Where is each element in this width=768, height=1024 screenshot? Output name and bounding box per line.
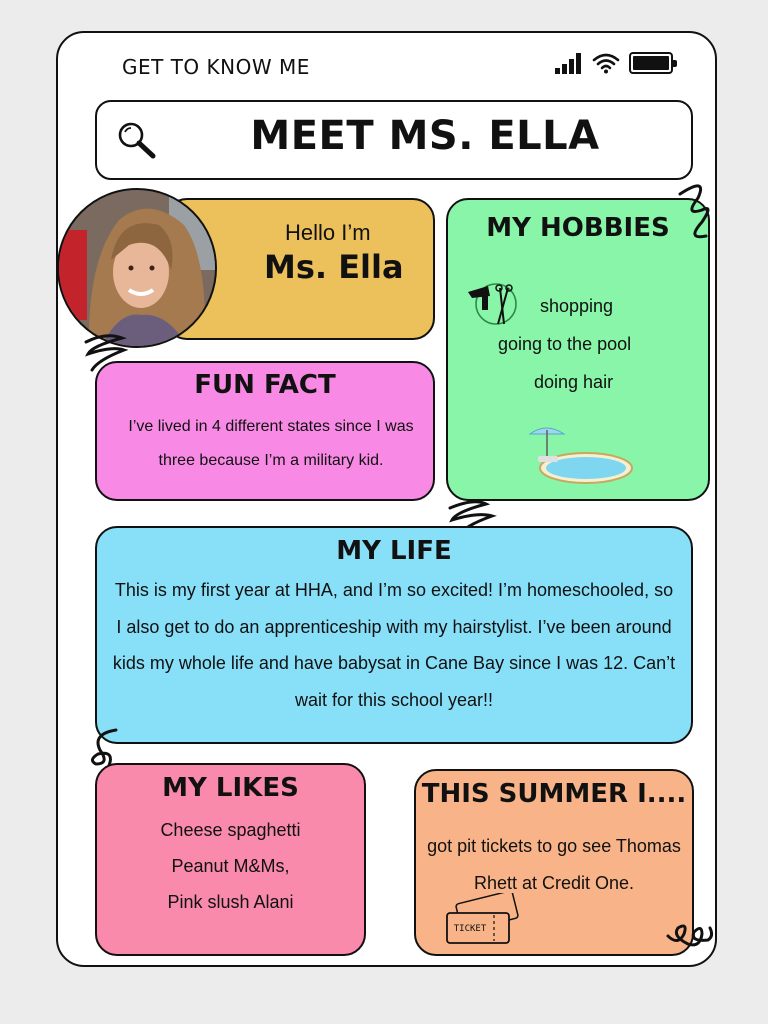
portrait-illustration: [59, 190, 217, 348]
hobby-item: doing hair: [534, 372, 614, 392]
fun-fact-title: FUN FACT: [194, 370, 336, 400]
my-life-text: This is my first year at HHA, and I’m so excited! I’m homeschooled, so I also get to do an apprenticeship with my hairstylist. I’ve been around kids my whole life and have babysat in Cane Bay since I was 12. Can’t wait for this school year!!: [112, 580, 676, 710]
teacher-name: Ms. Ella: [264, 248, 404, 286]
battery-icon: [629, 52, 673, 74]
likes-title: MY LIKES: [162, 773, 299, 803]
ticket-label: TICKET: [453, 924, 487, 934]
hobbies-title: MY HOBBIES: [486, 213, 670, 243]
likes-list: [95, 812, 366, 920]
status-bar-title: GET TO KNOW ME: [122, 55, 310, 79]
my-life-title: MY LIFE: [336, 536, 452, 566]
wifi-icon: [592, 52, 620, 74]
like-item: Cheese spaghetti: [160, 820, 301, 840]
summer-title: THIS SUMMER I....: [421, 779, 687, 809]
greeting-text: Hello I’m: [285, 220, 371, 245]
fun-fact-text: I’ve lived in 4 different states since I was three because I’m a military kid.: [128, 418, 414, 469]
ticket-icon: [444, 893, 522, 949]
hobby-item: shopping: [540, 296, 614, 316]
hair-tools-icon: [464, 280, 520, 330]
like-item: Peanut M&Ms,: [171, 856, 290, 876]
avatar: [57, 188, 217, 348]
hobby-item: going to the pool: [498, 334, 632, 354]
page-title: MEET MS. ELLA: [250, 113, 600, 159]
squiggle-decoration: [664, 906, 716, 958]
like-item: Pink slush Alani: [167, 892, 294, 912]
summer-text: got pit tickets to go see Thomas Rhett at Credit One.: [427, 836, 681, 893]
signal-icon: [555, 52, 585, 74]
pool-icon: [526, 422, 636, 488]
squiggle-decoration: [672, 180, 714, 250]
search-icon[interactable]: [115, 120, 159, 162]
